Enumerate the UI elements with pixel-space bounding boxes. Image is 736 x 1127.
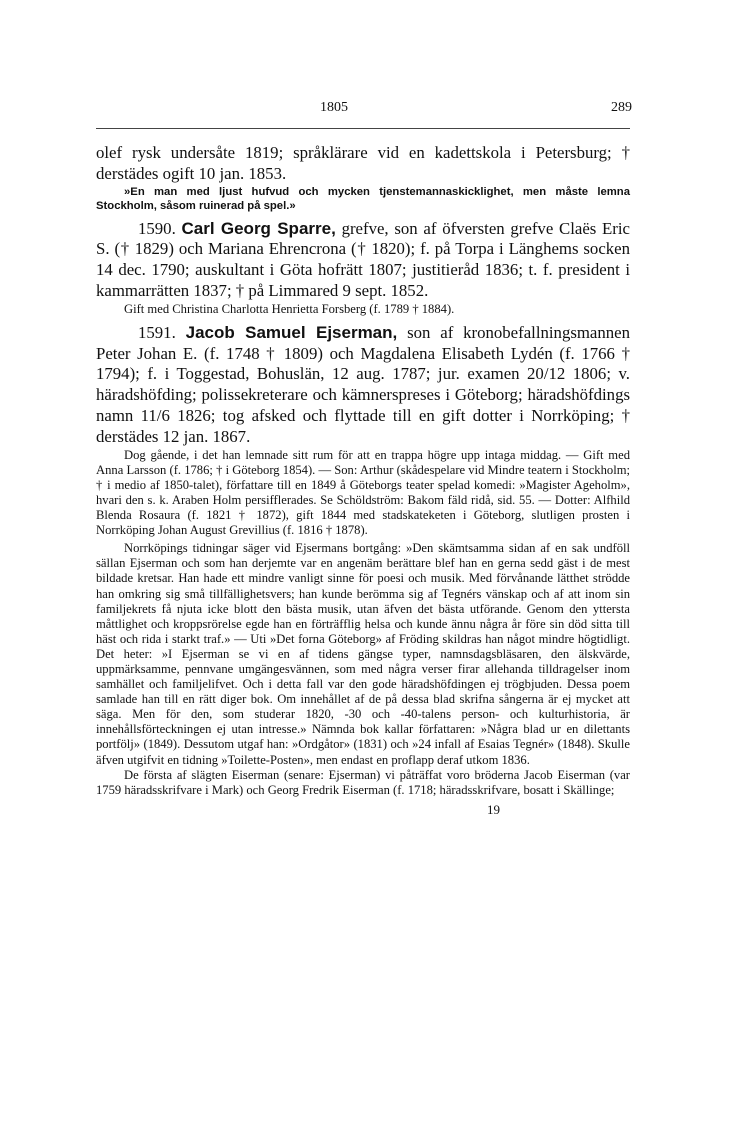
entry-text: grefve, son af öfversten grefve Claës Eric S. († 1829) och Mariana Ehrencrona († 1820); f. på Torpa i Länghems socken 14 dec. 1790; auskultant i Göta hofrätt 1807; justitieråd 1836; t. f. president i kammarrätten 1837; † på Limmared 9 sept. 1852.: [96, 218, 630, 300]
running-header: [96, 96, 630, 120]
family-note: Dog gående, i det han lemnade sitt rum för att en trappa högre upp intaga middag. — Gift med Anna Larsson (f. 1786; † i Göteborg 1854). — Son: Arthur (skådespelare vid Mindre teatern i Stockholm; † i medio af 1850-talet), författare till en 1849 å Göteborgs teater spelad komedi: »Magister Ageholm», hvari den s. k. Araben Holm persifflerades. Se Schöldström: Bakom fäld ridå, sid. 55. — Dotter: Alfhild Blenda Rosaura (f. 1821 † 1872), gift 1844 med stadskateketen i Göteborg, slutligen prosten i Norrköping Johan August Grevillius (f. 1816 † 1878).: [96, 447, 630, 538]
lineage-note: De första af slägten Eiserman (senare: Ejserman) vi påträffat voro bröderna Jacob Eiserman (var 1759 häradsskrifvare i Mark) och Georg Fredrik Eiserman (f. 1718; häradsskrifvare, bosatt i Skällinge;: [96, 767, 630, 797]
entry-1590: [96, 219, 630, 302]
page: [96, 96, 630, 821]
entry-name: Jacob Samuel Ejserman,: [185, 322, 398, 342]
page-body: [96, 143, 630, 821]
continued-paragraph: olef rysk undersåte 1819; språklärare vid en kadettskola i Petersburg; † derstädes ogift 10 jan. 1853.: [96, 143, 630, 183]
marriage-note: Gift med Christina Charlotta Henrietta Forsberg (f. 1789 † 1884).: [124, 301, 455, 316]
entry-number: 1591.: [138, 322, 176, 342]
printer-signature: 19: [487, 801, 500, 817]
quote-note: »En man med ljust hufvud och mycken tjenstemannaskicklighet, men måste lemna Stockholm, såsom ruinerad på spel.»: [96, 185, 630, 212]
header-year: 1805: [320, 100, 348, 115]
entry-1591: [96, 323, 630, 448]
entry-text: son af kronobefallningsmannen Peter Johan E. (f. 1748 † 1809) och Magdalena Elisabeth Lydén (f. 1766 † 1794); f. i Toggestad, Bohuslän, 12 aug. 1787; jur. examen 20/12 1806; v. häradshöfding; polissekreterare och kämnerspreses i Göteborg; häradshöfdings namn 11/6 1826; tog afsked och flyttade till en gift dotter i Norrköping; † derstädes 12 jan. 1867.: [96, 322, 630, 446]
newspaper-quote: Norrköpings tidningar säger vid Ejsermans bortgång: »Den skämtsamma sidan af en sak undföll sällan Ejserman och som han derjemte var en angenäm berättare blef han en gerna sedd gäst i de mest bildade kretsar. Han hade ett mindre vanligt sinne för poesi och musik. Med förvånande lätthet strödde han omkring sig små tillfällighetsvers; han kunde berömma sig af Tegnérs vänskap och af att inom sin familjekrets få njuta icke blott den bästa musik, utan äfven det bästa utförande. Genom den yttersta måttlighet och kroppsrörelse egde han en förträfflig helsa och kunde ännu några år före sin död sitta till häst och rida i starkt traf.» — Uti »Det forna Göteborg» af Fröding skildras han något mindre högtidligt. Det heter: »I Ejserman se vi en af tidens gängse typer, namnsdagsbläsaren, den älskvärde, uppmärksamme, pennvane umgängesvännen, som med några verser firar allehanda tilldragelser inom samhället och familjelifvet. Och i detta fall var den gode häradshöfdingen ej trögbjuden. Dessa poem samlade han till en rätt diger bok. Om innehållet af de på dessa blad skrifna sångerna är ej mycket att säga. Men för den, som studerar 1820, -30 och -40-talens person- och kulturhistoria, är innehållsförteckningen ej utan intresse.» Nämnda bok kallar författaren: »Några blad ur en dilettants portfölj» (1849). Dessutom utgaf han: »Ordgåtor» (1831) och »24 infall af Esaias Tegnér» (1848). Skulle äfven utgifvit en tidning »Toilette-Posten», men endast en proflapp deraf utkom 1836.: [96, 541, 630, 767]
entry-number: 1590.: [138, 218, 176, 238]
page-number: 289: [611, 100, 632, 115]
entry-name: Carl Georg Sparre,: [181, 218, 336, 238]
header-rule: [96, 128, 630, 129]
